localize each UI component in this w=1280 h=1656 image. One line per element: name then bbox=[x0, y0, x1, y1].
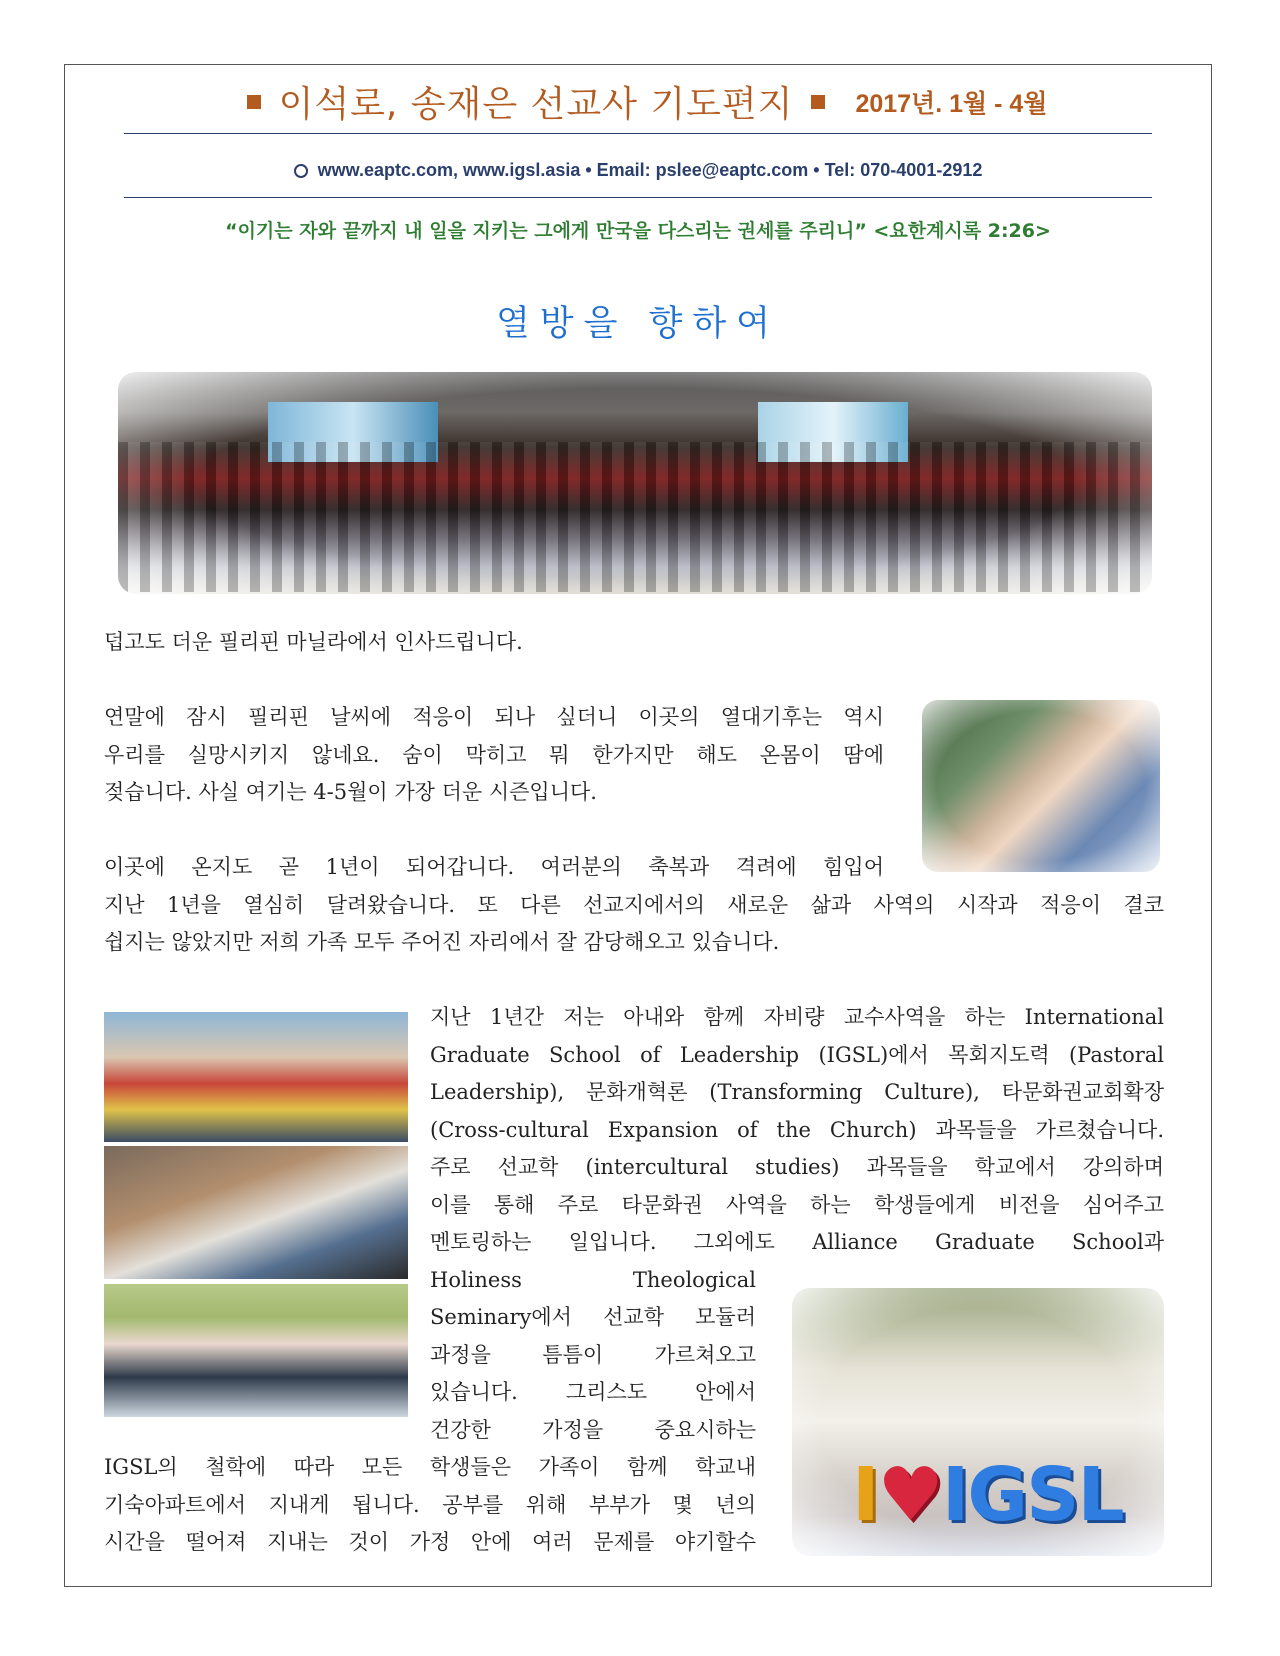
paragraph-line: 있습니다. 그리스도 안에서 bbox=[430, 1380, 756, 1404]
paragraph-line: 연말에 잠시 필리핀 날씨에 적응이 되나 싶더니 이곳의 열대기후는 역시 bbox=[104, 705, 884, 729]
faculty-group-photo bbox=[104, 1284, 408, 1417]
igsl-paragraph bbox=[104, 1449, 756, 1562]
web-icon bbox=[294, 164, 308, 178]
paragraph-line: Seminary에서 선교학 모듈러 bbox=[430, 1305, 756, 1329]
contact-text: www.eaptc.com, www.igsl.asia • Email: pslee@eaptc.com • Tel: 070-4001-2912 bbox=[317, 160, 983, 180]
igsl-children-photo bbox=[792, 1288, 1164, 1556]
heart-icon: ♥ bbox=[877, 1452, 942, 1538]
graduates-crowd bbox=[118, 442, 1152, 592]
anniversary-paragraph bbox=[104, 849, 1164, 962]
letter-i-icon: I bbox=[852, 1452, 878, 1538]
letter-title: 이석로, 송재은 선교사 기도편지 bbox=[278, 84, 794, 125]
paragraph-line: 이를 통해 주로 타문화권 사역을 하는 학생들에게 비전을 심어주고 bbox=[430, 1192, 1164, 1217]
paragraph-line: 시간을 떨어져 지내는 것이 가정 안에 여러 문제를 야기할수 bbox=[104, 1530, 756, 1554]
classroom-photo bbox=[104, 1146, 408, 1279]
paragraph-line: 주로 선교학 (intercultural studies) 과목들을 학교에서 강의하며 bbox=[430, 1155, 1164, 1179]
paragraph-line: Holiness Theological bbox=[430, 1267, 756, 1292]
letter-date: 2017년. 1월 - 4월 bbox=[855, 89, 1048, 118]
igsl-sign bbox=[852, 1452, 1123, 1538]
igsl-sign-text: IGSL bbox=[941, 1452, 1123, 1538]
paragraph-line: 이곳에 온지도 곧 1년이 되어갑니다. 여러분의 축복과 격려에 힘입어 bbox=[104, 855, 884, 879]
weather-paragraph bbox=[104, 699, 884, 812]
paragraph-line: (Cross-cultural Expansion of the Church) 과목들을 가르쳤습니다. bbox=[430, 1117, 1164, 1142]
letter-header bbox=[64, 76, 1212, 128]
graduation-group-photo bbox=[118, 372, 1152, 594]
students-group-photo bbox=[104, 1012, 408, 1142]
paragraph-line: Graduate School of Leadership (IGSL)에서 목회지도력 (Pastoral bbox=[430, 1042, 1164, 1067]
paragraph-line: 지난 1년을 열심히 달려왔습니다. 또 다른 선교지에서의 새로운 삶과 사역의 시작과 적응이 결코 bbox=[104, 892, 1164, 917]
paragraph-line: IGSL의 철학에 따라 모든 학생들은 가족이 함께 학교내 bbox=[104, 1455, 756, 1479]
paragraph-line: 기숙아파트에서 지내게 됩니다. 공부를 위해 부부가 몇 년의 bbox=[104, 1492, 756, 1517]
paragraph-line: 멘토링하는 일입니다. 그외에도 Alliance Graduate School과 bbox=[430, 1230, 1164, 1254]
paragraph-line: Leadership), 문화개혁론 (Transforming Culture), 타문화권교회확장 bbox=[430, 1080, 1164, 1104]
square-bullet-icon bbox=[811, 95, 825, 109]
square-bullet-icon bbox=[247, 95, 261, 109]
paragraph-line: 우리를 실망시키지 않네요. 숨이 막히고 뭐 한가지만 해도 온몸이 땀에 bbox=[104, 742, 884, 767]
header-divider bbox=[124, 133, 1152, 134]
paragraph-line: 지난 1년간 저는 아내와 함께 자비량 교수사역을 하는 International bbox=[430, 1005, 1164, 1029]
family-photo bbox=[922, 700, 1160, 872]
section-subtitle: 열방을 향하여 bbox=[496, 304, 780, 344]
paragraph-line: 건강한 가정을 중요시하는 bbox=[430, 1417, 756, 1442]
paragraph-line: 쉽지는 않았지만 저희 가족 모두 주어진 자리에서 잘 감당해오고 있습니다. bbox=[104, 930, 780, 954]
paragraph-line: 과정을 틈틈이 가르쳐오고 bbox=[430, 1342, 756, 1367]
contact-line bbox=[64, 160, 1212, 181]
scripture-verse: “이기는 자와 끝까지 내 일을 지키는 그에게 만국을 다스리는 권세를 주리니” <요한계시록 2:26> bbox=[225, 220, 1051, 242]
contact-divider bbox=[124, 197, 1152, 198]
greeting-paragraph: 덥고도 더운 필리핀 마닐라에서 인사드립니다. bbox=[104, 630, 523, 654]
paragraph-line: 젖습니다. 사실 여기는 4-5월이 가장 더운 시즌입니다. bbox=[104, 780, 597, 804]
